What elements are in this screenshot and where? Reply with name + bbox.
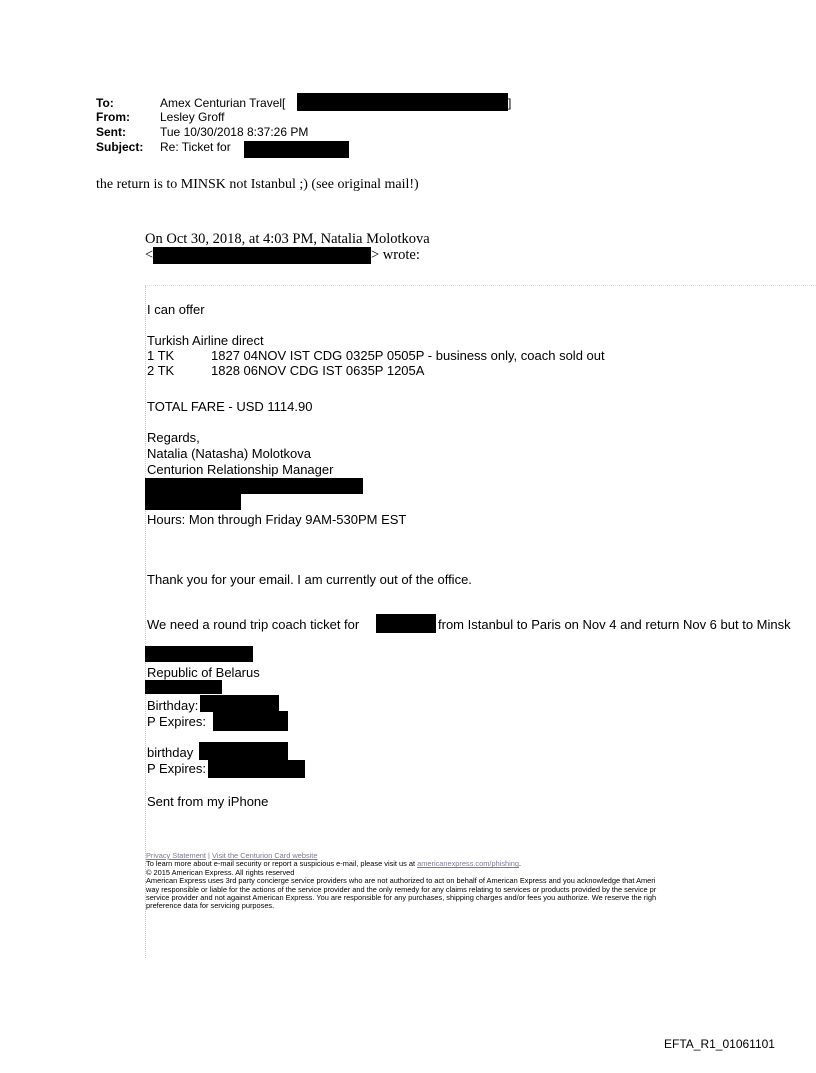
expires-label-1: P Expires: <box>147 714 207 729</box>
signature-name: Natalia (Natasha) Molotkova <box>147 446 312 461</box>
quote-top-rule <box>145 285 816 286</box>
sent-label: Sent: <box>96 125 126 139</box>
redaction-name-2 <box>145 680 222 694</box>
centurion-website-link[interactable]: Visit the Centurion Card website <box>212 852 318 860</box>
request-part-2: from Istanbul to Paris on Nov 4 and return Nov 6 but to Minsk <box>438 617 791 632</box>
hours-line: Hours: Mon through Friday 9AM-530PM EST <box>147 512 407 527</box>
redaction-subject <box>244 141 349 158</box>
footer-separator: | <box>205 852 213 860</box>
to-label: To: <box>96 96 114 110</box>
from-label: From: <box>96 110 130 124</box>
redaction-to <box>297 93 508 111</box>
flight-1-num: 1 TK <box>147 348 175 363</box>
disclaimer-line-3: service provider and not against American Express. You are responsible for any purchases, shipping charges and/or fees you authorize. We reserve the righ <box>146 893 657 903</box>
sent-from-line: Sent from my iPhone <box>147 794 269 809</box>
disclaimer-line-4: preference data for servicing purposes. <box>146 901 275 911</box>
flight-2-detail: 1828 06NOV CDG IST 0635P 1205A <box>211 363 425 378</box>
copyright-line: © 2015 American Express. All rights reserved <box>146 867 295 877</box>
redaction-birthday-1 <box>200 695 279 712</box>
redaction-signature-1 <box>145 478 363 494</box>
privacy-statement-link[interactable]: Privacy Statement <box>146 852 206 860</box>
subject-value: Re: Ticket for <box>160 140 231 154</box>
disclaimer-line-1: American Express uses 3rd party concierge service providers who are not authorized to act on behalf of American Express and you acknowledge that Ameri <box>146 876 656 886</box>
subject-label: Subject: <box>96 140 144 154</box>
birthday-label-2: birthday <box>147 745 194 760</box>
regards-line: Regards, <box>147 430 200 445</box>
to-value: Amex Centurian Travel[ <box>160 96 286 110</box>
quote-attribution-close: > wrote: <box>371 247 420 263</box>
quote-attribution: On Oct 30, 2018, at 4:03 PM, Natalia Molotkova <box>145 231 430 247</box>
redaction-expires-2 <box>208 760 305 778</box>
to-value-end: ] <box>508 96 512 110</box>
airline-line: Turkish Airline direct <box>147 333 264 348</box>
security-text-end: . <box>518 859 522 869</box>
offer-line: I can offer <box>147 302 205 317</box>
signature-title: Centurion Relationship Manager <box>147 462 334 477</box>
security-text: To learn more about e-mail security or report a suspicious e-mail, please visit us at <box>146 859 418 869</box>
expires-label-2: P Expires: <box>147 761 207 776</box>
redaction-name-1 <box>145 646 253 662</box>
flight-1-detail: 1827 04NOV IST CDG 0325P 0505P - business only, coach sold out <box>211 348 605 363</box>
sent-value: Tue 10/30/2018 8:37:26 PM <box>160 125 309 139</box>
from-value: Lesley Groff <box>160 110 225 124</box>
disclaimer-line-2: way responsible or liable for the actions of the service provider and the only remedy for any claims relating to services or products provided by the service pr <box>146 884 657 894</box>
redaction-expires-1 <box>213 711 288 731</box>
quote-attribution-open: < <box>145 247 154 263</box>
redaction-signature-2 <box>145 494 241 510</box>
document-id: EFTA_R1_01061101 <box>664 1037 775 1051</box>
redaction-passenger <box>376 614 436 633</box>
fare-line: TOTAL FARE - USD 1114.90 <box>147 399 313 414</box>
birthday-label-1: Birthday: <box>147 698 199 713</box>
flight-2-num: 2 TK <box>147 363 175 378</box>
request-part-1: We need a round trip coach ticket for <box>147 617 360 632</box>
reply-text: the return is to MINSK not Istanbul ;) (see original mail!) <box>96 177 419 192</box>
redaction-birthday-2 <box>199 742 288 760</box>
ooo-line: Thank you for your email. I am currently out of the office. <box>147 572 472 587</box>
redaction-sender-email <box>153 247 371 264</box>
amex-footer <box>146 852 816 911</box>
phishing-link[interactable]: americanexpress.com/phishing <box>417 859 519 869</box>
country-line: Republic of Belarus <box>147 665 260 680</box>
